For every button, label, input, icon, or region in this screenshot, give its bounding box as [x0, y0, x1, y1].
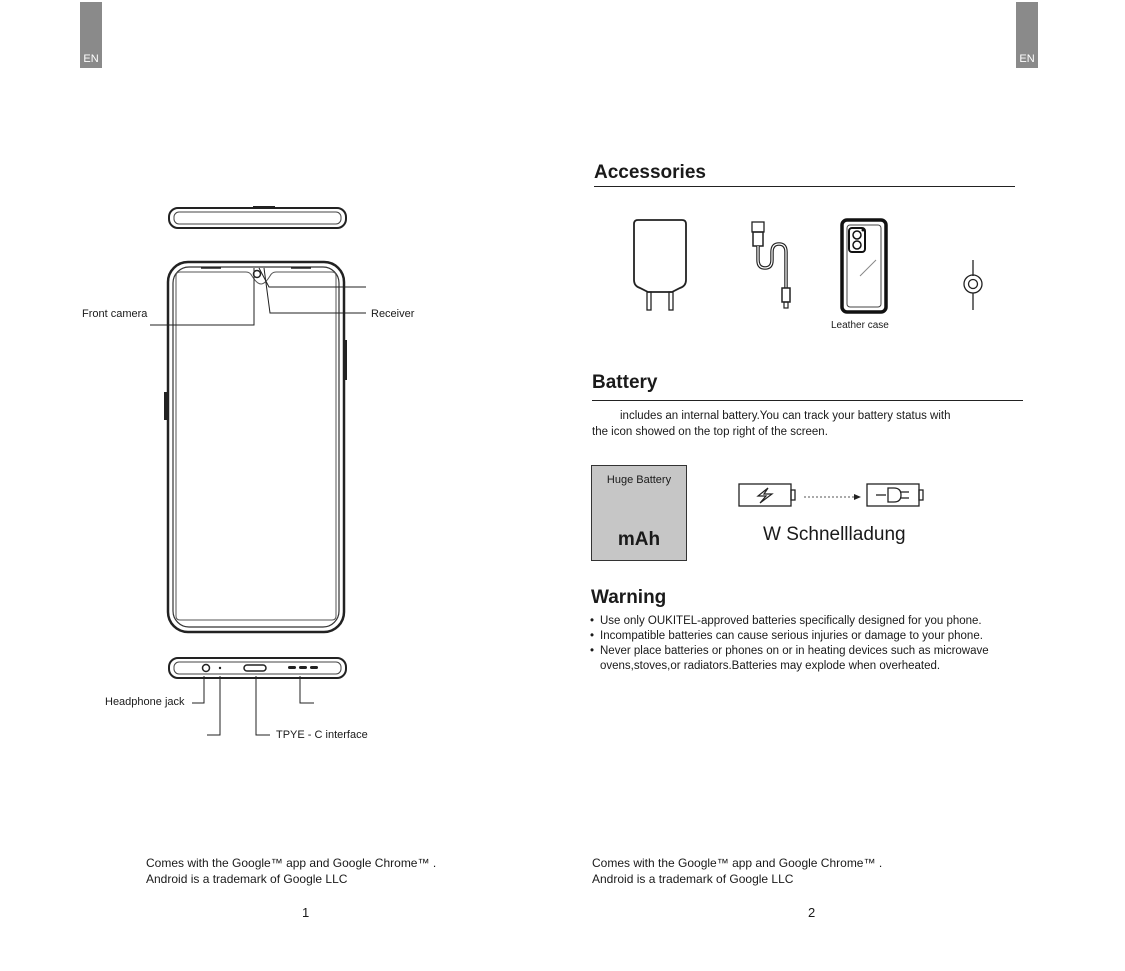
huge-battery-box — [591, 465, 687, 561]
left-footer-line1: Comes with the Google™ app and Google Chrome™ . — [146, 856, 437, 870]
page-number-right: 2 — [808, 905, 816, 920]
type-c-label: TPYE - C interface — [276, 729, 368, 741]
accessories-heading: Accessories — [594, 162, 706, 183]
battery-text-line2: the icon showed on the top right of the screen. — [592, 426, 828, 438]
battery-plug-icon — [866, 482, 926, 510]
warning-heading: Warning — [591, 587, 667, 608]
charger-icon — [632, 216, 692, 312]
page-number-left: 1 — [302, 905, 310, 920]
leather-case-label: Leather case — [831, 320, 889, 331]
phone-bottom-view — [168, 656, 348, 680]
huge-battery-title: Huge Battery — [606, 474, 672, 486]
battery-text-line1: includes an internal battery.You can track your battery status with — [620, 410, 951, 422]
warning-item: • Never place batteries or phones on or in heating devices such as microwave ovens,stoves,or radiators.Batteries may explode when overheated. — [590, 644, 1060, 674]
phone-front-view — [166, 260, 348, 636]
left-footer — [146, 855, 436, 887]
accessories-rule — [594, 186, 1015, 187]
phone-top-view — [168, 206, 348, 230]
left-footer-line2: Android is a trademark of Google LLC — [146, 872, 348, 886]
right-footer — [592, 855, 882, 887]
phone-case-icon — [840, 216, 890, 316]
fast-charge-label: W Schnellladung — [763, 524, 906, 545]
huge-battery-unit: mAh — [617, 529, 661, 550]
receiver-label: Receiver — [371, 308, 415, 320]
language-tab-label: EN — [83, 53, 99, 65]
right-footer-line2: Android is a trademark of Google LLC — [592, 872, 794, 886]
warning-item: • Use only OUKITEL-approved batteries specifically designed for you phone. — [590, 614, 1060, 629]
charge-arrow-icon — [804, 493, 864, 501]
battery-rule — [592, 400, 1023, 401]
headphone-jack-label: Headphone jack — [105, 696, 185, 708]
language-tab-right — [1016, 2, 1038, 68]
battery-charging-icon — [738, 482, 798, 510]
language-tab — [80, 2, 102, 68]
warning-list — [590, 614, 1060, 674]
language-tab-right-label: EN — [1019, 53, 1035, 65]
warning-item: • Incompatible batteries can cause serious injuries or damage to your phone. — [590, 629, 1060, 644]
bottom-leaders — [0, 0, 1, 1]
usb-cable-icon — [748, 220, 798, 316]
front-camera-label: Front camera — [82, 308, 148, 320]
battery-heading: Battery — [592, 372, 658, 393]
sim-pin-icon — [962, 260, 992, 314]
right-footer-line1: Comes with the Google™ app and Google Chrome™ . — [592, 856, 883, 870]
battery-text — [592, 408, 1032, 440]
